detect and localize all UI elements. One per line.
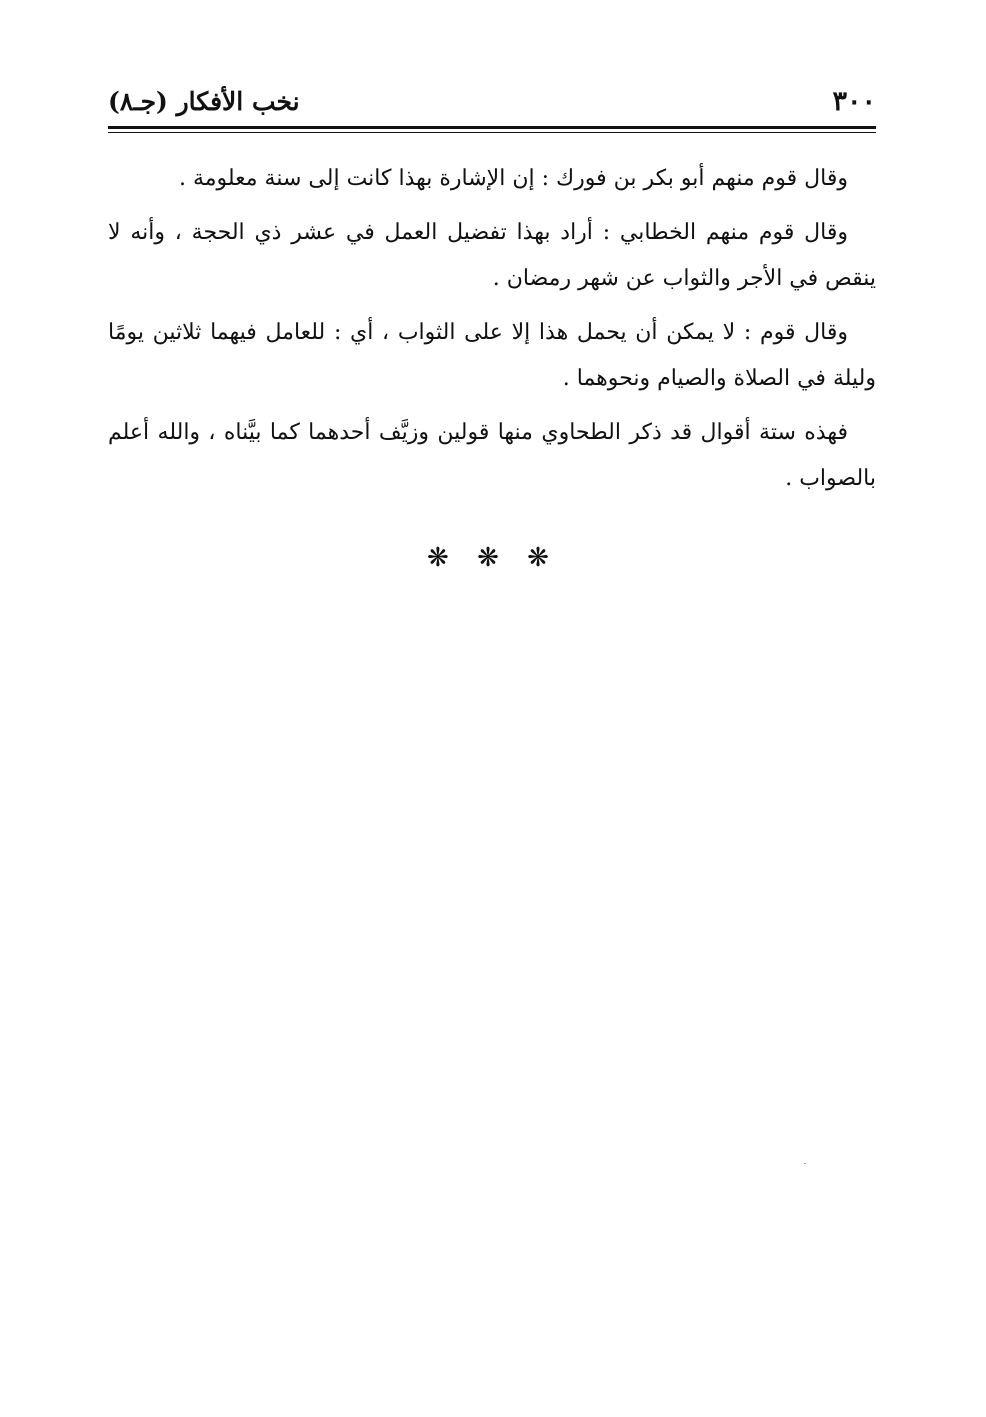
paragraph-al-khattabi: وقال قوم منهم الخطابي : أراد بهذا تفضيل العمل في عشر ذي الحجة ، وأنه لا ينقص في الأجر والثواب عن شهر رمضان . [108,220,876,291]
page-header [108,84,876,124]
scan-speck [804,1163,806,1164]
section-separator: ❋ ❋ ❋ [427,543,559,573]
paragraph-conclusion: فهذه ستة أقوال قد ذكر الطحاوي منها قولين وزيَّف أحدهما كما بيَّناه ، والله أعلم بالصواب . [108,420,876,491]
paragraph-ibn-furak: وقال قوم منهم أبو بكر بن فورك : إن الإشارة بهذا كانت إلى سنة معلومة . [178,166,848,191]
running-title: نخب الأفكار (جـ٨) [108,87,300,116]
paragraph-reward: وقال قوم : لا يمكن أن يحمل هذا إلا على الثواب ، أي : للعامل فيهما ثلاثين يومًا وليلة في الصلاة والصيام ونحوهما . [108,320,876,391]
body-text [108,156,876,510]
header-rule-thin [108,132,876,133]
page-number: ٣٠٠ [832,86,876,117]
header-rule-thick [108,126,876,129]
